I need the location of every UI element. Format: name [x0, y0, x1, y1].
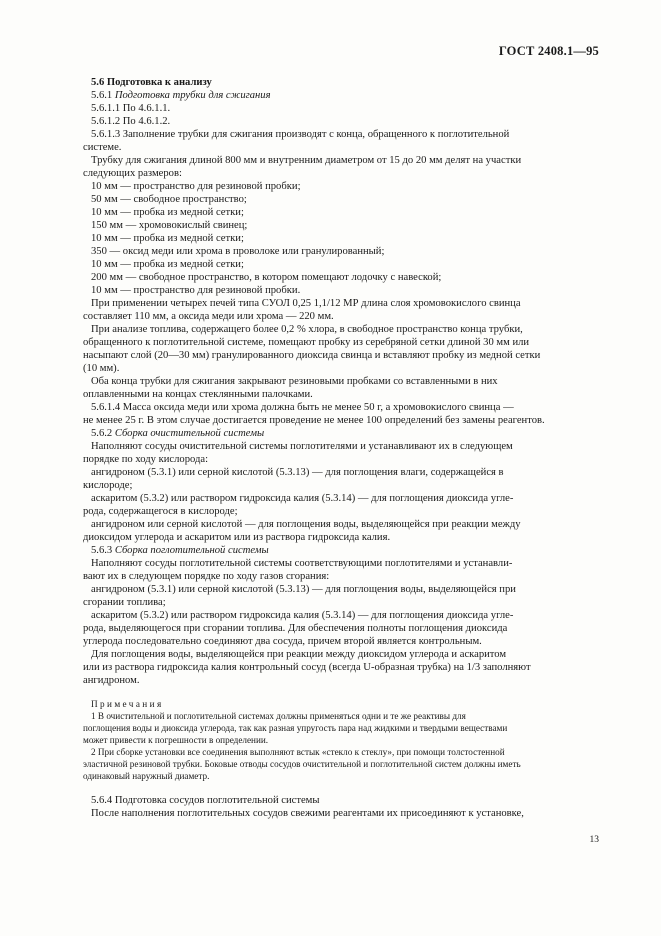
list-item: 10 мм — пробка из медной сетки; [91, 259, 244, 270]
note1-line2: поглощения воды и диоксида углерода, так как разная упругость пара над жидкими и твердыми веществами [83, 723, 508, 733]
ascarite2-line1: аскаритом (5.3.2) или раствором гидроксида калия (5.3.14) — для поглощения диоксида угле- [91, 610, 514, 621]
note1-line3: может привести к погрешности в определении. [83, 735, 269, 745]
subsection-562 [91, 427, 599, 440]
ends-line2: оплавленными на концах стеклянными палочками. [83, 389, 313, 400]
subsection-561 [91, 89, 599, 102]
ascarite2-line2: рода, выделяющегося при сгорании топлива. Для обеспечения полноты поглощения диоксида [83, 623, 508, 634]
ascarite1-line2: рода, содержащегося в кислороде; [83, 506, 238, 517]
fill2-line2: вают их в следующем порядке по ходу газов сгорания: [83, 571, 330, 582]
section-title: Подготовка к анализу [106, 77, 212, 88]
ends-line1: Оба конца трубки для сжигания закрывают резиновыми пробками со вставленными в них [91, 376, 498, 387]
section-number: 5.6 [91, 77, 105, 88]
fill2-line1: Наполняют сосуды поглотительной системы соответствующими поглотителями и устанавли- [91, 558, 513, 569]
ascarite1-line1: аскаритом (5.3.2) или раствором гидроксида калия (5.3.14) — для поглощения диоксида угле- [91, 493, 514, 504]
subsection-562-number: 5.6.2 [91, 428, 113, 439]
subsection-564-title: 5.6.4 Подготовка сосудов поглотительной системы [91, 795, 320, 806]
chlorine-line3: насыпают слой (20—30 мм) гранулированного диоксида свинца и вставляют пробку из медной сетки [83, 350, 541, 361]
tube-line2: следующих размеров: [83, 168, 182, 179]
note2-line1: 2 При сборке установки все соединения выполняют встык «стекло к стеклу», при помощи толстостенной [91, 747, 505, 757]
list-item: 10 мм — пробка из медной сетки; [91, 207, 244, 218]
subsection-561-title: Подготовка трубки для сжигания [114, 90, 271, 101]
list-item: 50 мм — свободное пространство; [91, 194, 247, 205]
note2-line3: одинаковый наружный диаметр. [83, 771, 210, 781]
clause-5611: 5.6.1.1 По 4.6.1.1. [91, 103, 171, 114]
list-item: 10 мм — пробка из медной сетки; [91, 233, 244, 244]
tube-sections-list [91, 180, 599, 297]
tube-line1: Трубку для сжигания длиной 800 мм и внутренним диаметром от 15 до 20 мм делят на участки [91, 155, 522, 166]
spacer [91, 782, 599, 794]
list-item: 10 мм — пространство для резиновой пробки. [91, 285, 301, 296]
anhydrone3-line1: ангидроном (5.3.1) или серной кислотой (5.3.13) — для поглощения воды, выделяющейся при [91, 584, 516, 595]
list-item: 200 мм — свободное пространство, в котором помещают лодочку с навеской; [91, 272, 442, 283]
list-item: 150 мм — хромовокислый свинец; [91, 220, 248, 231]
control-line3: ангидроном. [83, 675, 140, 686]
clause-5614-line1: 5.6.1.4 Масса оксида меди или хрома должна быть не менее 50 г, а хромовокислого свинца — [91, 402, 514, 413]
subsection-563 [91, 544, 599, 557]
anhydrone2-line2: диоксидом углерода и аскаритом или из раствора гидроксида калия. [83, 532, 391, 543]
notes-title: Примечания [91, 699, 164, 709]
anhydrone3-line2: сгорании топлива; [83, 597, 166, 608]
clause-5613-line1: 5.6.1.3 Заполнение трубки для сжигания производят с конца, обращенного к поглотительной [91, 129, 510, 140]
ascarite2-line3: углерода последовательно соединяют два сосуда, причем второй является контрольным. [83, 636, 482, 647]
subsection-561-number: 5.6.1 [91, 90, 113, 101]
list-item: 10 мм — пространство для резиновой пробки; [91, 181, 301, 192]
section-heading [91, 76, 599, 89]
chlorine-line1: При анализе топлива, содержащего более 0,2 % хлора, в свободное пространство конца трубки, [91, 324, 523, 335]
subsection-562-title: Сборка очистительной системы [114, 428, 265, 439]
document-body [83, 76, 599, 820]
note1-line1: 1 В очистительной и поглотительной системах должны применяться одни и те же реактивы для [91, 711, 466, 721]
clause-5613-line2: системе. [83, 142, 122, 153]
list-item: 350 — оксид меди или хрома в проволоке или гранулированный; [91, 246, 385, 257]
anhydrone2-line1: ангидроном или серной кислотой — для поглощения воды, выделяющейся при реакции между [91, 519, 521, 530]
furnace-line2: составляет 110 мм, а оксида меди или хрома — 220 мм. [83, 311, 334, 322]
chlorine-line2: обращенного к поглотительной системе, помещают пробку из серебряной сетки длиной 30 мм или [83, 337, 530, 348]
subsection-564-text: После наполнения поглотительных сосудов свежими реагентами их присоединяют к установке, [91, 808, 524, 819]
subsection-563-number: 5.6.3 [91, 545, 113, 556]
fill1-line1: Наполняют сосуды очистительной системы поглотителями и устанавливают их в следующем [91, 441, 513, 452]
page-number: 13 [589, 835, 599, 845]
standard-header: ГОСТ 2408.1—95 [498, 44, 599, 58]
anhydrone1-line1: ангидроном (5.3.1) или серной кислотой (5.3.13) — для поглощения влаги, содержащейся в [91, 467, 504, 478]
anhydrone1-line2: кислороде; [83, 480, 133, 491]
notes-block [83, 698, 599, 782]
subsection-563-title: Сборка поглотительной системы [114, 545, 269, 556]
note2-line2: эластичной резиновой трубки. Боковые отводы сосудов очистительной и поглотительной систем должны иметь [83, 759, 521, 769]
furnace-line1: При применении четырех печей типа СУОЛ 0,25 1,1/12 МР длина слоя хромовокислого свинца [91, 298, 521, 309]
control-line2: или из раствора гидроксида калия контрольный сосуд (всегда U-образная трубка) на 1/3 заполняют [83, 662, 531, 673]
clause-5612: 5.6.1.2 По 4.6.1.2. [91, 116, 171, 127]
fill1-line2: порядке по ходу кислорода: [83, 454, 209, 465]
clause-5614-line2: не менее 25 г. В этом случае достигается проведение не менее 100 определений без замены реагентов. [83, 415, 545, 426]
chlorine-line4: (10 мм). [83, 363, 120, 374]
control-line1: Для поглощения воды, выделяющейся при реакции между диоксидом углерода и аскаритом [91, 649, 507, 660]
